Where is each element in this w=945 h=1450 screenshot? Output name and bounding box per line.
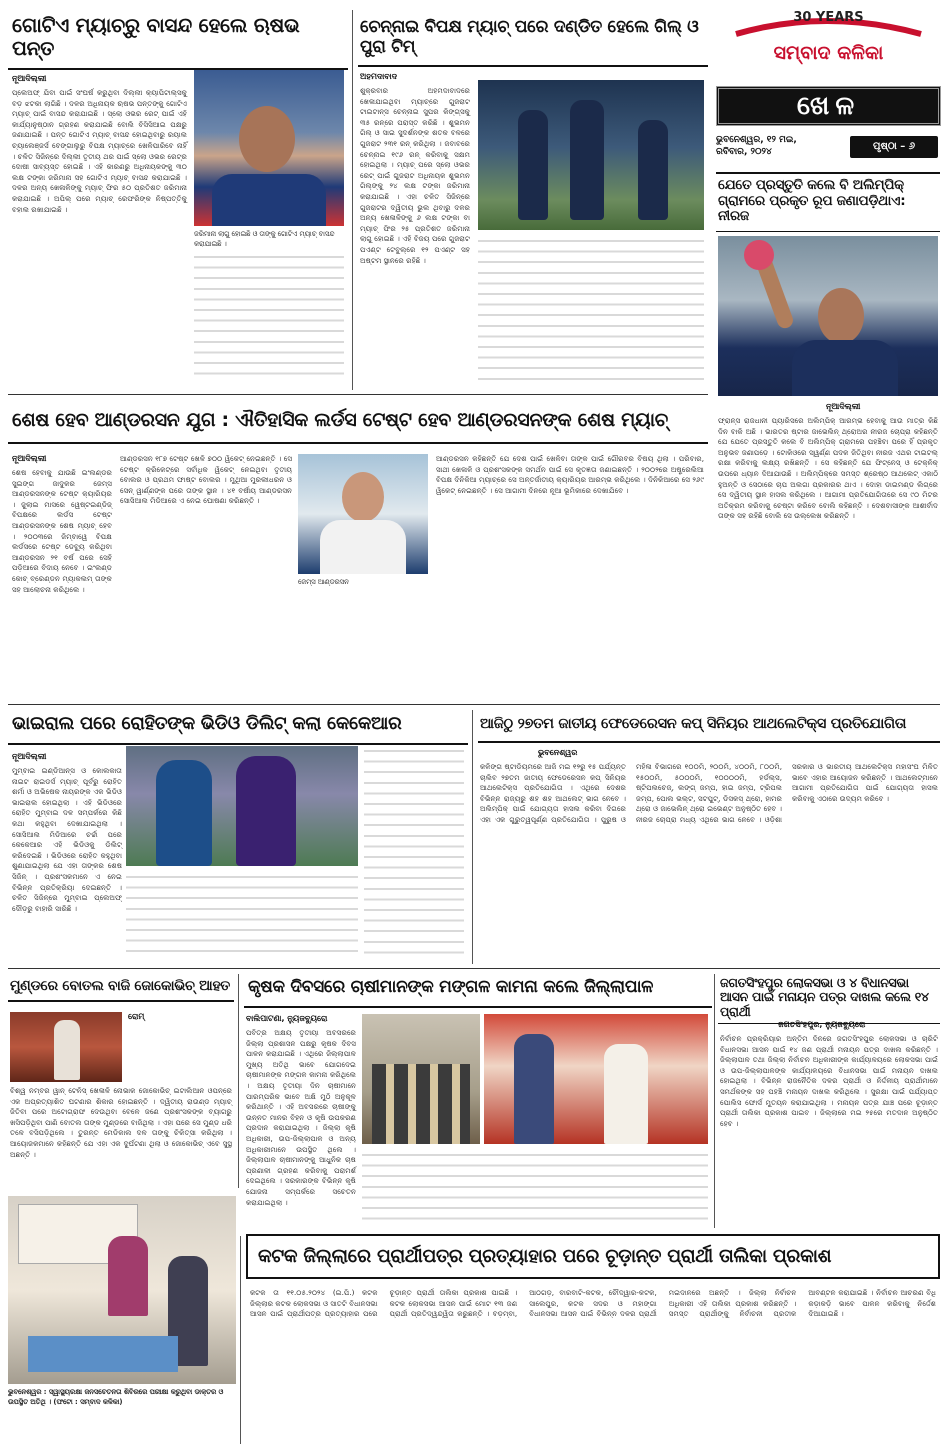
article-body: ପ୍ଲେଅଫ୍ ଯିବା ପାଇଁ ସଂଘର୍ଷ କରୁଥିବା ଦିଲ୍ଲୀ କ୍ୟାପିଟାଲ୍‌ସକୁ ବଡ଼ ଝଟକା ଲାଗିଛି । ଦଳର ଅଧିନାୟକ ଋଷଭ ପନ୍ତଙ୍କୁ ଗୋଟିଏ ମ୍ୟାଚ୍ ପାଇଁ ବାସନ୍ଦ କରାଯାଇଛି । ସ୍ଲୋ ଓଭର ରେଟ୍ ପାଇଁ ଏହି କାର୍ଯ୍ୟାନୁଷ୍ଠାନ ଗ୍ରହଣ କରାଯାଇଛି ବୋଲି ବିସିସିଆଇ ପକ୍ଷରୁ ଜଣାଯାଇଛି । ପନ୍ତ ଗୋଟିଏ ମ୍ୟାଚ୍ ବାସନ୍ଦ ହୋଇଥିବାରୁ ରୟାଲ ଚ୍ୟାଲେଞ୍ଜର୍ସ ବେଙ୍ଗାଲୁରୁ ବିପକ୍ଷ ମ୍ୟାଚ୍‌ରେ ଖେଳିପାରିବେ ନାହିଁ । ଚଳିତ ସିଜିନ୍‌ରେ ଦିଲ୍ଲୀ ତୃତୀୟ ଥର ପାଇଁ ସ୍ଲୋ ଓଭର ରେଟ୍‌ର ଦୋଷୀ ସାବ୍ୟସ୍ତ ହୋଇଛି । ଏହି କାରଣରୁ ଅଧିନାୟକଙ୍କୁ ୩୦ ଲକ୍ଷ ଟଙ୍କା ଜରିମାନା ସହ ଗୋଟିଏ ମ୍ୟାଚ୍ ବାସନ୍ଦ କରାଯାଇଛି । ଦଳର ଅନ୍ୟ ଖେଳାଳିଙ୍କୁ ମ୍ୟାଚ୍ ଫିର ୫୦ ପ୍ରତିଶତ ଜରିମାନା କରାଯାଇଛି । ଅପିଲ୍ ପରେ ମ୍ୟାଚ୍ ରେଫରିଙ୍କ ନିଷ୍ପତ୍ତିକୁ ବହାଲ ରଖାଯାଇଛି ।: [12, 88, 187, 214]
player-2: [236, 756, 296, 866]
headline: କଟକ ଜିଲ୍ଲାରେ ପ୍ରାର୍ଥୀପତ୍ର ପ୍ରତ୍ୟାହାର ପରେ ଚୂଡ଼ାନ୍ତ ପ୍ରାର୍ଥୀ ତାଲିକା ପ୍ରକାଶ: [246, 1234, 940, 1279]
dateline: ଭୁବନେଶ୍ୱର: [538, 748, 578, 757]
article-body-continued: [126, 872, 358, 958]
photo-caption: ଜେମ୍ସ ଆଣ୍ଡରସନ: [298, 578, 349, 586]
headline: କୃଷକ ଦିବସରେ ଚାଷୀମାନଙ୍କ ମଙ୍ଗଳ କାମନା କଲେ ଜିଲ୍ଲାପାଳ: [244, 972, 712, 1008]
dateline: ନୂଆଦିଲ୍ଲୀ: [826, 402, 861, 411]
anderson-photo: [298, 454, 428, 574]
article-body: ଫ୍ରାନ୍ସ ରାଜଧାନୀ ପ୍ୟାରିସରେ ଅଲିମ୍ପିକ୍ ଆରମ୍ଭ ହେବାକୁ ଆଉ ମାତ୍ର କିଛି ଦିନ ବାକି ଅଛି । ଭାରତର ଷ୍ଟାର ଜାଭେଲିନ୍ ଥ୍ରୋଅର ନୀରଜ ଚୋପ୍ରା କହିଛନ୍ତି ଯେ ଯେତେ ପ୍ରସ୍ତୁତି କଲେ ବି ଅଲିମ୍ପିକ୍ ଗ୍ରାମରେ ପହଞ୍ଚିବା ପରେ ହିଁ ପ୍ରକୃତ ଅନୁଭବ ଜଣାପଡ଼େ । ଟୋକିଓରେ ସ୍ୱର୍ଣ୍ଣ ପଦକ ଜିତିଥିବା ନୀରଜ ଏଥର ଟାଇଟଲ୍ ରକ୍ଷା କରିବାକୁ ଲକ୍ଷ୍ୟ ରଖିଛନ୍ତି । ସେ କହିଛନ୍ତି ଯେ ଫିଟ୍‌ନେସ୍ ଓ ଟେକ୍ନିକ୍ ଉପରେ ଧ୍ୟାନ ଦିଆଯାଉଛି । ଅଲିମ୍ପିକ୍‌ରେ ସମସ୍ତ ଶ୍ରେଷ୍ଠ ଆଥଲେଟ୍ ଏକାଠି ହୁଅନ୍ତି ଓ ସେଠାରେ ଚାପ ଅଲଗା ପ୍ରକାରର ଥାଏ । ଦୋହା ଡାଇମଣ୍ଡ ଲିଗ୍‌ରେ ସେ ଦ୍ୱିତୀୟ ସ୍ଥାନ ହାସଲ କରିଥିଲେ । ଆଗାମୀ ପ୍ରତିଯୋଗିତାରେ ସେ ୯୦ ମିଟର ଅତିକ୍ରମ କରିବାକୁ ଚେଷ୍ଟା କରିବେ ବୋଲି କହିଛନ୍ତି । ଦେଶବାସୀଙ୍କ ଆଶୀର୍ବାଦ ତାଙ୍କ ସହ ରହିଛି ବୋଲି ସେ ଉଲ୍ଲେଖ କରିଛନ୍ତି ।: [718, 416, 938, 521]
article-body: ନିର୍ବାଚନ ପ୍ରକ୍ରିୟାର ଅନ୍ତିମ ଦିନରେ ଜଗତସିଂହପୁର ଲୋକସଭା ଓ ଚାରିଟି ବିଧାନସଭା ଆସନ ପାଇଁ ୧୪ ଜଣ ପ୍ରାର୍ଥୀ ମନାୟନ ପତ୍ର ଦାଖଲ କରିଛନ୍ତି । ଜିଲ୍ଲାପାଳ ତଥା ଜିଲ୍ଲା ନିର୍ବାଚନ ଅଧିକାରୀଙ୍କ କାର୍ଯ୍ୟାଳୟରେ ଲୋକସଭା ପାଇଁ ଓ ଉପ-ଜିଲ୍ଲାପାଳଙ୍କ କାର୍ଯ୍ୟାଳୟରେ ବିଧାନସଭା ପାଇଁ ମନାୟନ ଦାଖଲ ହୋଇଥିଲା । ବିଭିନ୍ନ ରାଜନୈତିକ ଦଳର ପ୍ରାର୍ଥୀ ଓ ନିର୍ଦ୍ଦଳୀୟ ପ୍ରାର୍ଥୀମାନେ ସମର୍ଥକଙ୍କ ସହ ପହଞ୍ଚି ମନାୟନ ଦାଖଲ କରିଥିଲେ । ସୁରକ୍ଷା ପାଇଁ ପର୍ଯ୍ୟାପ୍ତ ପୋଲିସ ଫୋର୍ସ ମୁତୟନ କରାଯାଇଥିଲା । ମନାୟନ ପତ୍ର ଯାଞ୍ଚ ପରେ ଚୂଡ଼ାନ୍ତ ପ୍ରାର୍ଥୀ ତାଲିକା ପ୍ରକାଶ ପାଇବ । ଜିଲ୍ଲାରେ ମଇ ୨୫ରେ ମତଦାନ ଅନୁଷ୍ଠିତ ହେବ ।: [720, 1034, 938, 1128]
section-name-block: [716, 86, 941, 126]
photo-caption: ଜରିମାନା ଲାଗୁ ହୋଇଛି ଓ ତାଙ୍କୁ ଗୋଟିଏ ମ୍ୟାଚ୍ ବାସନ୍ଦ କରାଯାଇଛି ।: [194, 230, 335, 248]
player-head: [239, 106, 295, 172]
woman-figure: [108, 1236, 148, 1316]
years-badge: 30 YEARS: [793, 10, 864, 25]
date-line: ଭୁବନେଶ୍ୱର, ୧୨ ମଇ, ରବିବାର, ୨୦୨୪: [716, 135, 797, 157]
story-krushak: [244, 972, 712, 1230]
player-1: [518, 110, 548, 220]
rohit-photo: [126, 746, 358, 866]
story-gill: [358, 8, 708, 388]
dateline: ଅହମଦାବାଦ: [360, 72, 398, 81]
player-2: [570, 100, 604, 220]
headline: ଶେଷ ହେବ ଆଣ୍ଡରସନ ଯୁଗ : ଐତିହାସିକ ଲର୍ଡସ ଟେଷ୍ଟ ହେବ ଆଣ୍ଡରସନଙ୍କ ଶେଷ ମ୍ୟାଚ୍: [8, 398, 708, 444]
article-body: ବିଶ୍ୱ ନମ୍ବର ୱାନ୍ ଟେନିସ୍ ଖେଳାଳି ନୋଭାକ ଜୋକୋଭିଚ୍ ଇଟାଲିଆନ ଓପନ୍‌ରେ ଏକ ଅପ୍ରତ୍ୟାଶିତ ଘଟଣାର ଶିକାର ହୋଇଛନ୍ତି । ଦ୍ୱିତୀୟ ରାଉଣ୍ଡ ମ୍ୟାଚ୍ ଜିତିବା ପରେ ଅଟୋଗ୍ରାଫ ଦେଉଥିବା ବେଳେ ଜଣେ ପ୍ରଶଂସକଙ୍କ ବ୍ୟାଗରୁ ଖସିପଡ଼ିଥିବା ପାଣି ବୋତଲ ତାଙ୍କ ମୁଣ୍ଡରେ ବାଜିଥିଲା । ଏହା ପରେ ସେ ମୁଣ୍ଡ ଧରି ତଳେ ବସିପଡ଼ିଥିଲେ । ତୁରନ୍ତ ମେଡିକାଲ ଦଳ ତାଙ୍କୁ ଚିକିତ୍ସା କରିଥିଲା । ଆୟୋଜକମାନେ କହିଛନ୍ତି ଯେ ଏହା ଏକ ଦୁର୍ଘଟଣା ଥିଲା ଓ ଜୋକୋଭିଚ୍ ଏବେ ସୁସ୍ଥ ଅଛନ୍ତି ।: [10, 1086, 232, 1159]
article-body-continued: [194, 252, 344, 380]
story-federation-cup: [478, 708, 940, 964]
article-body-col3: ଆଣ୍ଡରସନ କହିଛନ୍ତି ଯେ ଦେଶ ପାଇଁ ଖେଳିବା ତାଙ୍କ ପାଇଁ ଗୌରବର ବିଷୟ ଥିଲା । ପରିବାର, ସାଥୀ ଖେଳାଳି ଓ ପ୍ରଶଂସକଙ୍କ ସମର୍ଥନ ପାଇଁ ସେ କୃତଜ୍ଞତା ଜଣାଇଛନ୍ତି । ୨୦୦୨ରେ ଅଷ୍ଟ୍ରେଲିଆ ବିପକ୍ଷ ଦିନିକିଆ ମ୍ୟାଚ୍‌ରେ ସେ ଅନ୍ତର୍ଜାତୀୟ କ୍ୟାରିୟର ଆରମ୍ଭ କରିଥିଲେ । ଦିନିକିଆରେ ସେ ୨୬୯ ୱିକେଟ୍ ନେଇଛନ୍ତି । ସେ ଆଗାମୀ ଦିନରେ ନୂଆ ଭୂମିକାରେ ଦେଖାଯିବେ ।: [436, 454, 704, 495]
dateline: ଜଗତସିଂହପୁର, ନ୍ୟୁଜବ୍ୟୁରୋ: [778, 1020, 866, 1029]
article-body-continued: [362, 1150, 708, 1224]
article-body: କଳିଙ୍ଗ ଷ୍ଟାଡିୟମରେ ଆଜି ମଇ ୧୨ରୁ ୧୫ ପର୍ଯ୍ୟନ୍ତ ଚାଲିବ ୨୭ତମ ଜାତୀୟ ଫେଡେରେସନ କପ୍ ସିନିୟର ଆଥଲେଟିକ୍ସ ପ୍ରତିଯୋଗିତା । ଏଥିରେ ଦେଶର ବିଭିନ୍ନ ରାଜ୍ୟରୁ ଶହ ଶହ ଆଥଲେଟ୍ ଭାଗ ନେବେ । ଅଲିମ୍ପିକ୍ ପାଇଁ ଯୋଗ୍ୟତା ହାସଲ କରିବା ଦିଗରେ ଏହା ଏକ ଗୁରୁତ୍ୱପୂର୍ଣ୍ଣ ପ୍ରତିଯୋଗିତା । ପୁରୁଷ ଓ ମହିଳା ବିଭାଗରେ ୧୦୦ମି, ୨୦୦ମି, ୪୦୦ମି, ୮୦୦ମି, ୧୫୦୦ମି, ୫୦୦୦ମି, ୧୦୦୦୦ମି, ହର୍ଡଲ୍‌ସ, ଷ୍ଟିପଲଚେଜ୍, ଲଙ୍ଗ୍ ଜମ୍ପ, ହାଇ ଜମ୍ପ, ଟ୍ରିପଲ ଜମ୍ପ, ପୋଲ ଭଲ୍ଟ, ସଟପୁଟ୍, ଡିସକସ୍ ଥ୍ରୋ, ହାମର ଥ୍ରୋ ଓ ଜାଭେଲିନ୍ ଥ୍ରୋ ଇଭେଣ୍ଟ ଅନୁଷ୍ଠିତ ହେବ । ନୀରଜ ଚୋପ୍ରା ମଧ୍ୟ ଏଥିରେ ଭାଗ ନେବେ । ଓଡ଼ିଶା ସରକାର ଓ ଭାରତୀୟ ଆଥଲେଟିକ୍ସ ମହାସଂଘ ମିଳିତ ଭାବେ ଏହାର ଆୟୋଜନ କରିଛନ୍ତି । ଆଥଲେଟ୍‌ମାନେ ଆଗାମୀ ପ୍ରତିଯୋଗିତା ପାଇଁ ଯୋଗ୍ୟତା ହାସଲ କରିବାକୁ ଏଠାରେ ଉଦ୍ୟମ କରିବେ ।: [480, 762, 938, 824]
bouquet: [744, 240, 774, 270]
story-cuttack: [246, 1234, 940, 1444]
article-body-col2: ଆଣ୍ଡରସନ ୧୮୭ ଟେଷ୍ଟ ଖେଳି ୭୦୦ ୱିକେଟ୍ ନେଇଛନ୍ତି । ସେ ଟେଷ୍ଟ କ୍ରିକେଟ୍‌ରେ ସର୍ବାଧିକ ୱିକେଟ୍ ନେଇଥିବା ତୃତୀୟ ବୋଲର ଓ ପ୍ରଥମ ଫାଷ୍ଟ ବୋଲର । ମୁଥିଆ ମୁରଲୀଧରନ ଓ ସେନ୍ ୱାର୍ଣ୍ଣଙ୍କ ପରେ ତାଙ୍କ ସ୍ଥାନ । ୪୧ ବର୍ଷୀୟ ଆଣ୍ଡରସନ ସୋସିଆଲ ମିଡିଆରେ ଏ ନେଇ ଘୋଷଣା କରିଛନ୍ତି ।: [120, 454, 292, 506]
group-figures: [372, 1064, 470, 1144]
dateline: ବାଲିପାଟଣା, ନ୍ୟୁଜବ୍ୟୁରୋ: [246, 1014, 328, 1023]
headline: ଆଜିଠୁ ୨୭ତମ ଜାତୀୟ ଫେଡେରେସନ କପ୍ ସିନିୟର ଆଥଲେଟିକ୍ସ ପ୍ରତିଯୋଗିତା: [478, 708, 940, 743]
headline: ଗୋଟିଏ ମ୍ୟାଚ୍‌ରୁ ବାସନ୍ଦ ହେଲେ ଋଷଭ ପନ୍ତ: [8, 8, 348, 70]
health-camp-photo: [8, 1196, 236, 1384]
article-body-col1: ଶେଷ ହେବାକୁ ଯାଉଛି ଇଂଲଣ୍ଡର ସୁଇଙ୍ଗ ଜାଦୁକର ଜେମ୍ସ ଆଣ୍ଡରସନଙ୍କ ଟେଷ୍ଟ କ୍ୟାରିୟର । ଜୁଲାଇ ମାସରେ ୱେଷ୍ଟଇଣ୍ଡିଜ୍ ବିପକ୍ଷରେ ଲର୍ଡସ ଟେଷ୍ଟ ଆଣ୍ଡରସନଙ୍କ ଶେଷ ମ୍ୟାଚ୍ ହେବ । ୨୦୦୩ରେ ଜିମ୍ବାୱେ ବିପକ୍ଷ ଲର୍ଡସରେ ଟେଷ୍ଟ ଡେବ୍ୟୁ କରିଥିବା ଆଣ୍ଡରସନ ୨୧ ବର୍ଷ ପରେ ସେହି ପଡ଼ିଆରେ ବିଦାୟ ନେବେ । ଇଂଲଣ୍ଡ କୋଚ୍ ବ୍ରେଣ୍ଡନ ମ୍ୟାକଲମ୍ ତାଙ୍କ ସହ ଆଲୋଚନା କରିଥିଲେ ।: [12, 468, 112, 594]
player-body: [320, 520, 406, 574]
athlete-body: [792, 340, 898, 396]
story-pant: [8, 8, 348, 388]
headline: ଜଗତସିଂହପୁର ଲୋକସଭା ଓ ୪ ବିଧାନସଭା ଆସନ ପାଇଁ ମନାୟନ ପତ୍ର ଦାଖଲ କଲେ ୧୪ ପ୍ରାର୍ଥୀ: [718, 972, 940, 1024]
headline: ଚେନ୍ନାଇ ବିପକ୍ଷ ମ୍ୟାଚ୍ ପରେ ଦଣ୍ଡିତ ହେଲେ ଗିଲ୍ ଓ ପୁରା ଟିମ୍: [358, 8, 708, 67]
story-neeraj: [716, 172, 940, 692]
official-figure: [514, 1034, 554, 1144]
krushak-photo-1: [362, 1014, 480, 1144]
paper-name: ସମ୍ବାଦ କଳିକା: [773, 42, 884, 64]
article-body: ଶୁକ୍ରବାର ଅହମଦାବାଦରେ ଖେଳାଯାଇଥିବା ମ୍ୟାଚ୍‌ରେ ଗୁଜରାଟ ଟାଇଟାନ୍ସ ଚେନ୍ନାଇ ସୁପର କିଙ୍ଗ୍‌ସକୁ ୩୫ ରନ୍‌ରେ ପରାସ୍ତ କରିଛି । ଶୁଭମନ ଗିଲ୍ ଓ ସାଇ ସୁଦର୍ଶନଙ୍କ ଶତକ ବଳରେ ଗୁଜରାଟ ୨୩୧ ରନ୍ କରିଥିଲା । ଜବାବରେ ଚେନ୍ନାଇ ୧୯୬ ରନ୍ କରିବାକୁ ସକ୍ଷମ ହୋଇଥିଲା । ମ୍ୟାଚ୍ ପରେ ସ୍ଲୋ ଓଭର ରେଟ୍ ପାଇଁ ଗୁଜରାଟ ଅଧିନାୟକ ଶୁଭମନ ଗିଲ୍‌ଙ୍କୁ ୨୪ ଲକ୍ଷ ଟଙ୍କା ଜରିମାନା କରାଯାଇଛି । ଏହା ଚଳିତ ସିଜିନ୍‌ରେ ଗୁଜରାଟର ଦ୍ୱିତୀୟ ଭୁଲ ଥିବାରୁ ଦଳର ଅନ୍ୟ ଖେଳାଳିଙ୍କୁ ୬ ଲକ୍ଷ ଟଙ୍କା ବା ମ୍ୟାଚ୍ ଫିର ୨୫ ପ୍ରତିଶତ ଜରିମାନା ଲାଗୁ ହୋଇଛି । ଏହି ବିଜୟ ପରେ ଗୁଜରାଟ ପଏଣ୍ଟ ଟେବୁଲ୍‌ରେ ୧୨ ପଏଣ୍ଟ ସହ ଅଷ୍ଟମ ସ୍ଥାନରେ ରହିଛି ।: [360, 86, 470, 265]
dateline: ନୂଆଦିଲ୍ଲୀ: [12, 74, 47, 83]
photo-caption: ଭୁବନେଶ୍ୱର : ସ୍ୱାସ୍ଥ୍ୟରକ୍ଷା ଜନସଚେତନତା ଶିବିରରେ ପରୀକ୍ଷା କରୁଥିବା ଡାକ୍ତର ଓ ଉପସ୍ଥିତ ଅତିଥି । (ଫଟୋ : ସମ୍ବାଦ କଳିକା): [8, 1388, 224, 1406]
story-anderson: [8, 398, 708, 700]
article-body-continued: [478, 236, 704, 382]
dateline: ନୂଆଦିଲ୍ଲୀ: [12, 752, 47, 761]
dateline: ରୋମ୍: [128, 1012, 145, 1021]
athlete-head: [818, 288, 864, 344]
dateline: ନୂଆଦିଲ୍ଲୀ: [12, 454, 47, 463]
story-jagatsinghpur: [718, 972, 940, 1230]
article-body-col3: [364, 746, 464, 958]
story-health-camp: [8, 1196, 236, 1444]
headline: ଭାଇରାଲ ପରେ ରୋହିତଙ୍କ ଭିଡିଓ ଡିଲିଟ୍ କଲା କେକେଆର: [8, 708, 468, 745]
player-figure: [54, 1020, 80, 1080]
masthead: [716, 6, 941, 164]
player-head: [342, 472, 384, 522]
article-body: କଟକ ତା ୧୧.୦୫.୨୦୨୪ (ଇ.ପି.) କଟକ ଜିଲ୍ଲାର କଟକ ଲୋକସଭା ଓ ସାତଟି ବିଧାନସଭା ଆସନ ପାଇଁ ପ୍ରାର୍ଥୀପତ୍ର ପ୍ରତ୍ୟାହାର ପରେ ଚୂଡ଼ାନ୍ତ ପ୍ରାର୍ଥୀ ତାଲିକା ପ୍ରକାଶ ପାଇଛି । କଟକ ଲୋକସଭା ଆସନ ପାଇଁ ମୋଟ ୧୩ ଜଣ ପ୍ରାର୍ଥୀ ପ୍ରତିଦ୍ୱନ୍ଦ୍ୱିତା କରୁଛନ୍ତି । ବଡ଼ମ୍ବା, ଆଠଗଡ଼, ବାରବାଟି-କଟକ, ଚୌଦ୍ୱାର-କଟକ, ସାଲେପୁର, କଟକ ସଦର ଓ ମହାଙ୍ଗା ବିଧାନସଭା ଆସନ ପାଇଁ ବିଭିନ୍ନ ଦଳର ପ୍ରାର୍ଥୀ ମଇଦାନରେ ଅଛନ୍ତି । ଜିଲ୍ଲା ନିର୍ବାଚନ ଅଧିକାରୀ ଏହି ତାଲିକା ପ୍ରକାଶ କରିଛନ୍ତି । ସମସ୍ତ ପ୍ରାର୍ଥୀଙ୍କୁ ନିର୍ବାଚନୀ ପ୍ରତୀକ ଆବଣ୍ଟନ କରାଯାଇଛି । ନିର୍ବାଚନ ଆଚରଣ ବିଧି କଡ଼ାକଡ଼ି ଭାବେ ପାଳନ କରିବାକୁ ନିର୍ଦ୍ଦେଶ ଦିଆଯାଇଛି ।: [250, 1288, 936, 1319]
story-rohit: [8, 708, 468, 964]
djokovic-photo: [10, 1012, 122, 1082]
player-jersey: [212, 174, 326, 226]
neeraj-photo: [718, 236, 938, 396]
article-body: ପବିତ୍ର ଅକ୍ଷୟ ତୃତୀୟା ଅବସରରେ ଜିଲ୍ଲା ପ୍ରଶାସନ ପକ୍ଷରୁ କୃଷକ ଦିବସ ପାଳନ କରାଯାଇଛି । ଏଥିରେ ଜିଲ୍ଲାପାଳ ମୁଖ୍ୟ ଅତିଥି ଭାବେ ଯୋଗଦେଇ ଚାଷୀମାନଙ୍କ ମଙ୍ଗଳ କାମନା କରିଥିଲେ । ଅକ୍ଷୟ ତୃତୀୟା ଦିନ ଚାଷୀମାନେ ପାରମ୍ପରିକ ଭାବେ ଅକ୍ଷି ମୁଠି ଅନୁକୂଳ କରିଥାନ୍ତି । ଏହି ଅବସରରେ ଚାଷୀଙ୍କୁ ଉନ୍ନତ ମାନର ବିହନ ଓ କୃଷି ଉପକରଣ ପ୍ରଦାନ କରାଯାଇଥିଲା । ଜିଲ୍ଲା କୃଷି ଅଧିକାରୀ, ଉପ-ଜିଲ୍ଲାପାଳ ଓ ଅନ୍ୟ ଅଧିକାରୀମାନେ ଉପସ୍ଥିତ ଥିଲେ । ଜିଲ୍ଲାପାଳ ଚାଷୀମାନଙ୍କୁ ଆଧୁନିକ ଚାଷ ପ୍ରଣାଳୀ ଗ୍ରହଣ କରିବାକୁ ପରାମର୍ଶ ଦେଇଥିଲେ । ସରକାରଙ୍କ ବିଭିନ୍ନ କୃଷି ଯୋଜନା ସମ୍ପର୍କରେ ସଚେତନ କରାଯାଇଥିଲା ।: [246, 1028, 356, 1207]
krushak-photo-2: [484, 1014, 708, 1144]
article-body: ମୁମ୍ବାଇ ଇଣ୍ଡିଆନ୍ସ ଓ କୋଲକାତା ନାଇଟ ରାଇଡର୍ସ ମ୍ୟାଚ୍ ପୂର୍ବରୁ ରୋହିତ ଶର୍ମା ଓ ଅଭିଷେକ ନାୟରଙ୍କ ଏକ ଭିଡିଓ ଭାଇରାଲ ହୋଇଥିଲା । ଏହି ଭିଡିଓରେ ରୋହିତ ମୁମ୍ବାଇ ଦଳ ସମ୍ପର୍କରେ କିଛି କଥା କହୁଥିବା ଦେଖାଯାଇଥିଲା । ସୋସିଆଲ ମିଡିଆରେ ଚର୍ଚ୍ଚା ପରେ କେକେଆର ଏହି ଭିଡିଓକୁ ଡିଲିଟ୍ କରିଦେଇଛି । ଭିଡିଓରେ ରୋହିତ କହୁଥିବା ଶୁଣାଯାଇଥିଲା ଯେ ଏହା ତାଙ୍କର ଶେଷ ସିଜିନ୍ । ପ୍ରଶଂସକମାନେ ଏ ନେଇ ବିଭିନ୍ନ ପ୍ରତିକ୍ରିୟା ଦେଇଛନ୍ତି । ଚଳିତ ସିଜିନ୍‌ରେ ମୁମ୍ବାଇ ପ୍ଲେଅଫ୍ ଦୌଡ଼ରୁ ବାହାରି ସାରିଛି ।: [12, 766, 122, 913]
section-name: ଖେଳ: [796, 91, 861, 121]
headline: ଯେତେ ପ୍ରସ୍ତୁତି କଲେ ବି ଅଲିମ୍ପିକ୍ ଗ୍ରାମରେ ପ୍ରକୃତ ରୂପ ଜଣାପଡ଼ିଥାଏ: ନୀରଜ: [716, 172, 940, 232]
page-label: ପୃଷ୍ଠା – ୬: [850, 136, 938, 158]
player-1: [156, 760, 212, 866]
patient-bed: [28, 1336, 178, 1372]
pant-photo: [194, 70, 344, 226]
farmer-figure: [604, 1044, 648, 1144]
headline: ମୁଣ୍ଡରେ ବୋତଲ ବାଜି ଜୋକୋଭିଚ୍ ଆହତ: [8, 972, 234, 1002]
player-3: [638, 120, 668, 220]
story-djokovic: [8, 972, 234, 1192]
gill-photo: [478, 80, 704, 230]
